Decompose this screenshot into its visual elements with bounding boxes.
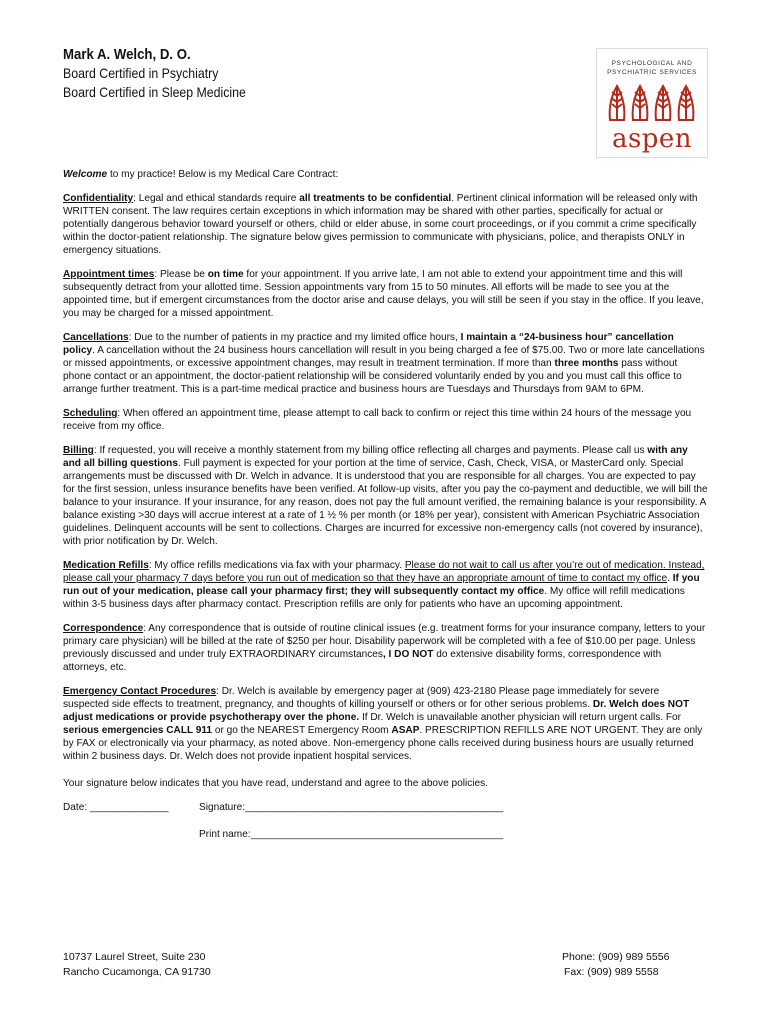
confidentiality-text-2: . Pertinent clinical information will be released only with WRITTEN consent. The law requires certain exceptions in which information may be shared with other parties, specifically for actual or potentially dangerous behavior toward yourself or others, child or elder abuse, in some court proceedings, or if you commit a crime specifically within the doctor-patient relationship. The signature below gives permission to communicate with physicians, police, and therapists ONLY in emergency situations. xyxy=(63,193,698,256)
certification-psychiatry: Board Certified in Psychiatry xyxy=(63,65,219,81)
correspondence-text-1: : Any correspondence that is outside of routine clinical issues (e.g. treatment forms for your insurance company, letters to your primary care physician) will be billed at the rate of $250 per hour. Disability paperwork will be completed with a fee of $10.00 per page. Unless previously discussed and under truly EXTRAORDINARY circumstances xyxy=(63,623,706,660)
contract-body xyxy=(63,168,708,841)
cancellations-text-1: : Due to the number of patients in my practice and my limited office hours, xyxy=(128,332,461,343)
scheduling-heading: Scheduling xyxy=(63,408,118,419)
medication-underlined: Please do not wait to call us after you’re out of medication. Instead, please call your pharmacy 7 days before you run out of medication so that they have an appropriate amount of time to contact my office xyxy=(63,560,705,584)
cancellations-text-2: . A cancellation without the 24 business hours cancellation will result in you being charged a fee of $75.00. Two or more late cancellations or missed appointments, or excessive appointment changes, may result in treatment termination. If more than xyxy=(63,345,705,369)
confidentiality-heading: Confidentiality xyxy=(63,193,134,204)
emergency-text-3: or go the NEAREST Emergency Room xyxy=(212,725,392,736)
medication-bold: If you run out of your medication, please call your pharmacy first; they will subsequently contact my office xyxy=(63,573,700,597)
billing-section xyxy=(63,444,708,548)
date-field[interactable]: Date: ______________ xyxy=(63,802,169,813)
print-name-spacer xyxy=(63,828,199,841)
appointment-bold: on time xyxy=(207,269,244,280)
print-name-row xyxy=(63,828,708,841)
signature-row xyxy=(63,801,708,814)
doctor-name: Mark A. Welch, D. O. xyxy=(63,46,191,63)
emergency-bold-1: Dr. Welch does NOT adjust medications or provide psychotherapy over the phone. xyxy=(63,699,690,723)
cancellations-bold-1: I maintain a “24-business hour” cancellation policy xyxy=(63,332,674,356)
medication-text-2: . xyxy=(667,573,673,584)
appointment-section xyxy=(63,268,708,320)
cancellations-heading: Cancellations xyxy=(63,332,129,343)
appointment-text-1: : Please be xyxy=(154,269,208,280)
address-line-2: Rancho Cucamonga, CA 91730 xyxy=(63,966,211,978)
signature-field[interactable]: Signature:______________________________________________ xyxy=(199,802,504,813)
emergency-text-4: . PRESCRIPTION REFILLS ARE NOT URGENT. They are only by FAX or electronically via your pharmacy, as noted above. Non-emergency phone calls received during business hours are usually returned within 2 business days. Dr. Welch does not provide inpatient hospital services. xyxy=(63,725,703,762)
emergency-heading: Emergency Contact Procedures xyxy=(63,686,217,697)
logo-tagline-line2: PSYCHIATRIC SERVICES xyxy=(607,69,697,76)
medication-heading: Medication Refills xyxy=(63,560,149,571)
certification-sleep: Board Certified in Sleep Medicine xyxy=(63,84,246,100)
aspen-leaves-graphic xyxy=(606,82,698,122)
billing-text-2: . Full payment is expected for your portion at the time of service, Cash, Check, VISA, or MasterCard only. Special arrangements must be discussed with Dr. Welch in advance. It is understood that you are responsible for all charges. You are expected to pay for the first session, unless insurance benefits have been verified. At follow-up visits, after you pay the co-payment and deductible, we will bill the balance to your insurance. If your insurance, for any reason, does not pay the full amount verified, the remaining balance is your responsibility. A balance existing >30 days will accrue interest at a rate of 1 ½ % per month (or 18% per year), consistent with American Psychiatric Association guidelines. Delinquent accounts will be sent to collections. Charges are incurred for excessive non-emergency calls (not covered by insurance), with prior notification by Dr. Welch. xyxy=(63,458,708,547)
footer-contact xyxy=(562,950,669,980)
appointment-heading: Appointment times xyxy=(63,269,155,280)
address-line-1: 10737 Laurel Street, Suite 230 xyxy=(63,951,206,963)
cancellations-section xyxy=(63,331,708,396)
correspondence-heading: Correspondence xyxy=(63,623,144,634)
welcome-lead: Welcome xyxy=(63,169,108,180)
billing-heading: Billing xyxy=(63,445,94,456)
emergency-section xyxy=(63,685,708,763)
aspen-trees-icon xyxy=(597,82,707,122)
logo-tagline-line1: PSYCHOLOGICAL AND xyxy=(611,60,693,67)
fax-number: Fax: (909) 989 5558 xyxy=(564,966,659,978)
correspondence-text-2: do extensive disability forms, correspondence with attorneys, etc. xyxy=(63,649,662,673)
cancellations-bold-2: three months xyxy=(554,358,619,369)
logo-wordmark: aspen xyxy=(611,124,693,154)
medication-text-1: : My office refills medications via fax with your pharmacy. xyxy=(148,560,405,571)
appointment-text-2: for your appointment. If you arrive late, I am not able to extend your appointment time and this will subsequently detract from your allotted time. Session appointments vary from 15 to 50 minutes. All efforts will be made to see you at the appointed time, but if emergent circumstances from the doctor arise and cause delays, you will still be seen if you stay in the office. If you leave, you may be charged for a missed appointment. xyxy=(63,269,704,319)
emergency-text-1: : Dr. Welch is available by emergency pager at (909) 423-2180 Please page immediately for severe suspected side effects to treatment, pregnancy, and thoughts of killing yourself or others or for other serious problems. xyxy=(63,686,660,710)
correspondence-bold: , I DO NOT xyxy=(382,649,434,660)
letterhead xyxy=(63,46,271,102)
welcome-paragraph xyxy=(63,168,708,181)
cancellations-text-3: pass without phone contact or an appointment, the doctor-patient relationship will be considered voluntarily ended by you and you must call this office to arrange further treatment. This is a part-time medical practice and business hours are Tuesdays and Thursdays from 9AM to 6PM. xyxy=(63,358,682,395)
confidentiality-bold: all treatments to be confidential xyxy=(299,193,452,204)
scheduling-text: : When offered an appointment time, please attempt to call back to confirm or reject this time within 24 hours of the message you receive from my office. xyxy=(63,408,692,432)
medication-text-3: . My office will refill medications within 3-5 business days after pharmacy contact. Prescription refills are only for patients who have an upcoming appointment. xyxy=(63,586,685,610)
confidentiality-section xyxy=(63,192,708,257)
welcome-text: to my practice! Below is my Medical Care Contract: xyxy=(107,169,339,180)
billing-bold: with any and all billing questions xyxy=(63,445,688,469)
aspen-logo xyxy=(596,48,708,158)
scheduling-section xyxy=(63,407,708,433)
billing-text-1: : If requested, you will receive a monthly statement from my billing office reflecting all charges and payments. Please call us xyxy=(93,445,648,456)
medication-section xyxy=(63,559,708,611)
print-name-field[interactable]: Print name:_____________________________________________ xyxy=(199,829,504,840)
emergency-bold-3: ASAP xyxy=(391,725,420,736)
correspondence-section xyxy=(63,622,708,674)
logo-tagline xyxy=(597,59,707,77)
confidentiality-text-1: : Legal and ethical standards require xyxy=(133,193,300,204)
emergency-text-2: If Dr. Welch is unavailable another physician will return urgent calls. For xyxy=(359,712,681,723)
signature-statement: Your signature below indicates that you have read, understand and agree to the above policies. xyxy=(63,778,488,789)
phone-number: Phone: (909) 989 5556 xyxy=(562,951,670,963)
emergency-bold-2: serious emergencies CALL 911 xyxy=(63,725,213,736)
